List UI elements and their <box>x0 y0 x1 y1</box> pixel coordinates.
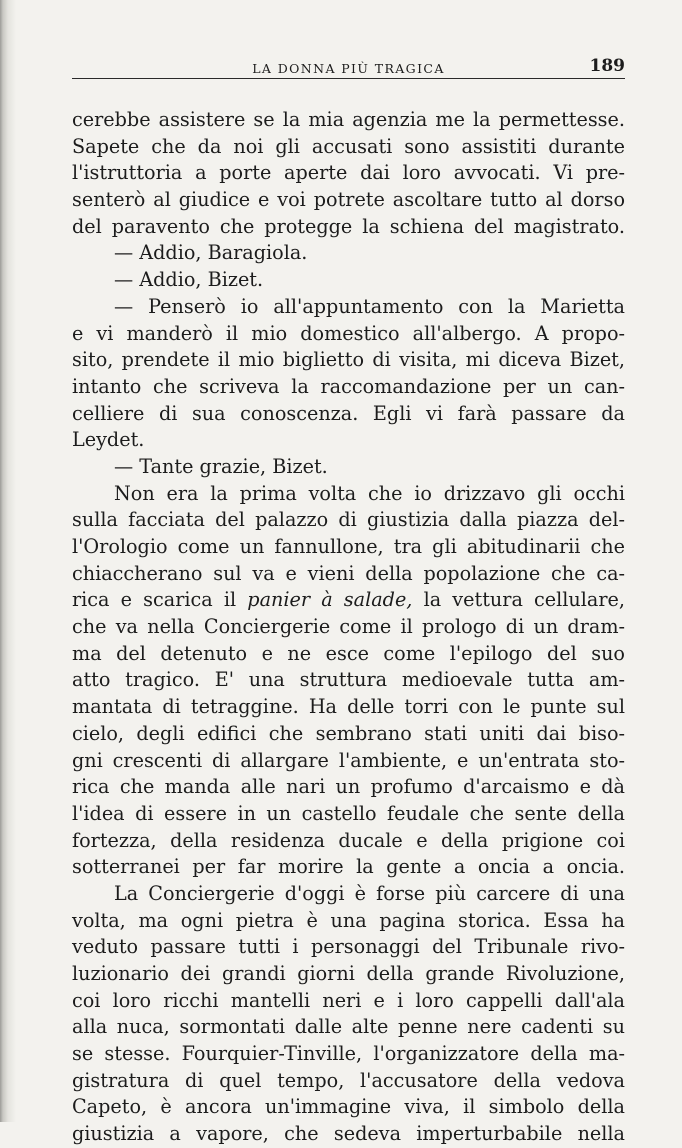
page-binding-shadow <box>0 0 16 1122</box>
text-line: rica che manda alle nari un profumo d'arcaismo e dà <box>72 775 625 799</box>
text-line: cerebbe assistere se la mia agenzia me la permettesse. <box>72 108 625 131</box>
italic-phrase: panier à salade, <box>247 588 413 612</box>
text-line: celliere di sua conoscenza. Egli vi farà passare da <box>72 401 625 425</box>
text-line: alla nuca, sormontati dalle alte penne nere cadenti su <box>72 1015 625 1039</box>
page-header <box>72 50 625 79</box>
text-line: — Addio, Bizet. <box>114 268 264 292</box>
text-line <box>72 587 625 614</box>
text-line: l'idea di essere in un castello feudale che sente della <box>72 801 625 825</box>
book-page <box>72 50 625 1148</box>
text-line: La Conciergerie d'oggi è forse più carcere di una <box>114 881 625 905</box>
text-line: Capeto, è ancora un'immagine viva, il simbolo della <box>72 1095 625 1119</box>
text-line: gistratura di quel tempo, l'accusatore della vedova <box>72 1068 625 1092</box>
text-line: sotterranei per far morire la gente a oncia a oncia. <box>72 855 625 879</box>
text-line: luzionario dei grandi giorni della grande Rivoluzione, <box>72 962 625 985</box>
text-line: fortezza, della residenza ducale e della prigione coi <box>72 828 625 852</box>
body-text <box>72 107 625 1148</box>
text-line: del paravento che protegge la schiena del magistrato. <box>72 214 625 238</box>
text-line: sulla facciata del palazzo di giustizia dalla piazza del- <box>72 508 625 532</box>
text-line: veduto passare tutti i personaggi del Tribunale rivo- <box>72 935 625 959</box>
text-segment: rica e scarica il <box>72 588 248 612</box>
text-line: chiaccherano sul va e vieni della popolazione che ca- <box>72 561 625 585</box>
text-line: Leydet. <box>72 428 145 452</box>
text-line: intanto che scriveva la raccomandazione per un can- <box>72 374 625 398</box>
text-line: e vi manderò il mio domestico all'albergo. A propo- <box>72 321 625 345</box>
text-line: senterò al giudice e voi potrete ascoltare tutto al dorso <box>72 188 625 212</box>
text-line: se stesse. Fourquier-Tinville, l'organizzatore della ma- <box>72 1042 625 1066</box>
text-line: cielo, degli edifici che sembrano stati uniti dai biso- <box>72 721 625 745</box>
text-line: che va nella Conciergerie come il prologo di un dram- <box>72 615 625 639</box>
text-line: volta, ma ogni pietra è una pagina storica. Essa ha <box>72 908 625 932</box>
text-line: — Addio, Baragiola. <box>114 241 308 265</box>
page-number: 189 <box>589 56 625 76</box>
text-line: — Penserò io all'appuntamento con la Marietta <box>114 294 625 318</box>
text-line: Non era la prima volta che io drizzavo gli occhi <box>114 481 625 505</box>
text-line: coi loro ricchi mantelli neri e i loro cappelli dall'ala <box>72 988 625 1012</box>
running-head: LA DONNA PIÙ TRAGICA <box>252 61 445 76</box>
text-line: atto tragico. E' una struttura medioevale tutta am- <box>72 668 625 692</box>
text-line: — Tante grazie, Bizet. <box>114 454 328 478</box>
text-line: l'Orologio come un fannullone, tra gli abitudinarii che <box>72 535 625 558</box>
text-segment: la vettura cellulare, <box>412 588 625 612</box>
text-line: mantata di tetraggine. Ha delle torri con le punte sul <box>72 695 625 719</box>
text-line: gni crescenti di allargare l'ambiente, e un'entrata sto- <box>72 748 625 772</box>
text-line: giustizia a vapore, che sedeva imperturbabile nella <box>72 1122 625 1146</box>
text-line: Sapete che da noi gli accusati sono assistiti durante <box>72 134 625 158</box>
text-line: l'istruttoria a porte aperte dai loro avvocati. Vi pre- <box>72 161 625 185</box>
text-line: ma del detenuto e ne esce come l'epilogo del suo <box>72 641 625 665</box>
text-line: sito, prendete il mio biglietto di visita, mi diceva Bizet, <box>72 348 625 372</box>
